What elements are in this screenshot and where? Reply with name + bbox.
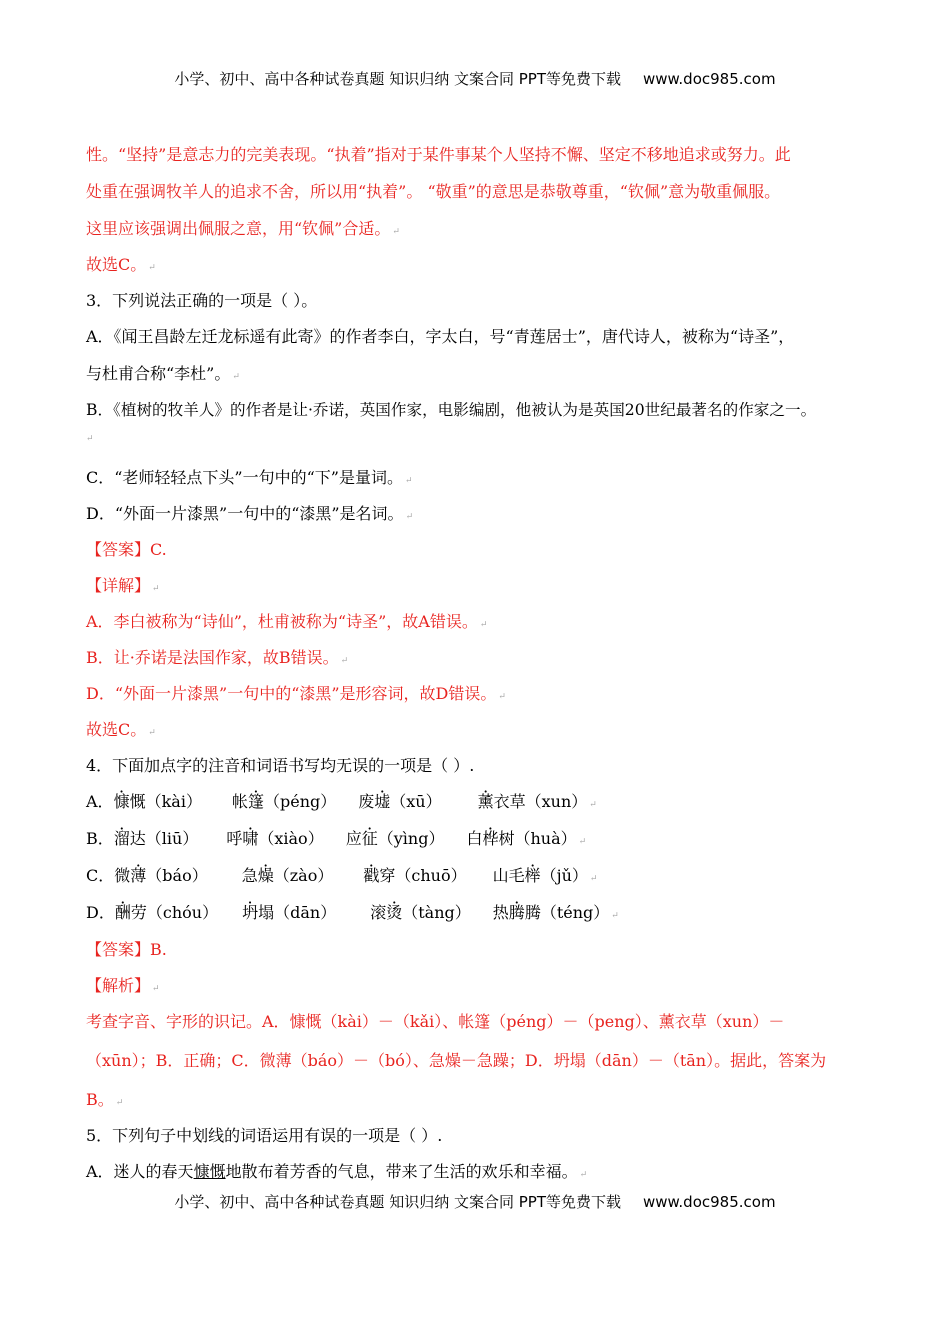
question-3-option-b: B．《植树的牧羊人》的作者是让·乔诺，英国作家，电影编剧，他被认为是英国20世纪最著名的作家之一。 [86, 401, 817, 419]
question-4-option-c: C．微薄（báo） 急燥（zào） 戳穿（chuō） 山毛榉（jǔ） ↵ [86, 866, 598, 885]
text-line: 这里应该强调出佩服之意，用“钦佩”合适。 ↵ [86, 219, 400, 238]
question-4-option-d: D．酬劳（chóu） 坍塌（dān） 滚烫（tàng） 热腾腾（téng） ↵ [86, 903, 619, 922]
footer-url[interactable]: www.doc985.com [642, 1193, 776, 1211]
question-3-answer: 【答案】C. [86, 540, 167, 559]
question-5-option-a: A．迷人的春天慷慨地散布着芳香的气息，带来了生活的欢乐和幸福。 ↵ [86, 1162, 588, 1181]
question-4-stem: 4．下面加点字的注音和词语书写均无误的一项是（ ）. [86, 756, 475, 775]
question-3-explain-d: D．“外面一片漆黑”一句中的“漆黑”是形容词，故D错误。 ↵ [86, 684, 506, 703]
question-4-option-b: B．溜达（liū） 呼啸（xiào） 应征（yìng） 白桦树（huà） ↵ [86, 829, 587, 848]
question-3-conclusion: 故选C。 ↵ [86, 720, 156, 739]
text-line: 处重在强调牧羊人的追求不舍，所以用“执着”。 “敬重”的意思是恭敬尊重，“钦佩”意为敬重佩服。 [86, 182, 781, 201]
question-5-stem: 5．下列句子中划线的词语运用有误的一项是（ ）. [86, 1126, 443, 1145]
header-text: 小学、初中、高中各种试卷真题 知识归纳 文案合同 PPT等免费下载 [174, 70, 621, 88]
underlined-word: 慷慨 [193, 1162, 226, 1181]
question-4-option-a: A．慷慨（kài） 帐篷（péng） 废墟（xū） 薰衣草（xun） ↵ [86, 792, 597, 811]
question-4-analysis-label: 【解析】 ↵ [86, 976, 160, 995]
header-url[interactable]: www.doc985.com [642, 70, 776, 88]
question-3-explain-b: B．让·乔诺是法国作家，故B错误。 ↵ [86, 648, 349, 667]
question-3-option-a: A．《闻王昌龄左迁龙标遥有此寄》的作者李白，字太白，号“青莲居士”，唐代诗人，被称为“诗圣”， [86, 327, 795, 346]
text-line: 故选C。 ↵ [86, 255, 156, 274]
question-3-option-a-cont: 与杜甫合称“李杜”。 ↵ [86, 364, 240, 383]
paragraph-mark: ↵ [86, 434, 94, 444]
page-header [0, 68, 950, 89]
question-3-stem: 3．下列说法正确的一项是（ ）。 [86, 291, 318, 310]
footer-text: 小学、初中、高中各种试卷真题 知识归纳 文案合同 PPT等免费下载 [174, 1193, 621, 1211]
question-4-analysis-line: 考查字音、字形的识记。A．慷慨（kài）－（kǎi）、帐篷（péng）－（peng）、薰衣草（xun）－ [86, 1012, 785, 1031]
question-3-detail-label: 【详解】 ↵ [86, 576, 160, 595]
document-body [86, 142, 876, 1185]
question-4-answer: 【答案】B. [86, 940, 167, 959]
question-4-analysis-line: B。 ↵ [86, 1090, 124, 1109]
question-3-explain-a: A．李白被称为“诗仙”，杜甫被称为“诗圣”，故A错误。 ↵ [86, 612, 488, 631]
question-3-option-d: D．“外面一片漆黑”一句中的“漆黑”是名词。 ↵ [86, 504, 414, 523]
question-3-option-c: C．“老师轻轻点下头”一句中的“下”是量词。 ↵ [86, 468, 413, 487]
question-4-analysis-line: （xūn）；B．正确；C．微薄（báo）－（bó）、急燥－急躁；D．坍塌（dān）－（tān）。据此，答案为 [86, 1051, 827, 1070]
page-footer [0, 1191, 950, 1212]
text-line: 性。“坚持”是意志力的完美表现。“执着”指对于某件事某个人坚持不懈、坚定不移地追求或努力。此 [86, 145, 791, 164]
